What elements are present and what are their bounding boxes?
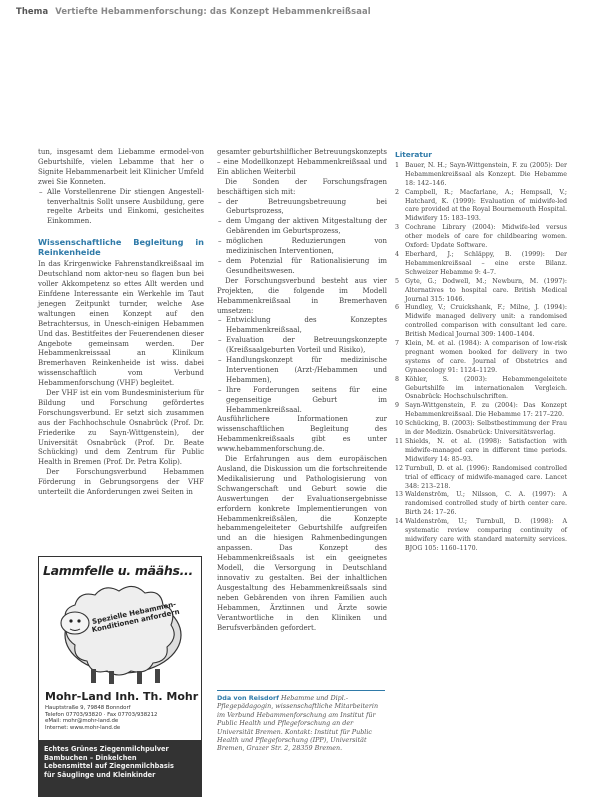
reference-number: 3 [395, 224, 400, 232]
list-item: – dem Potenzial für Rationalisierung im Gesundheitswesen. [226, 257, 387, 277]
advertisement[interactable] [38, 556, 202, 797]
ad-product-box [39, 740, 201, 796]
reference-number: 8 [395, 375, 400, 383]
reference-text: Waldenström, U.; Nilsson, C. A. (1997): A randomised controlled study of birth center care. Birth 24: 17–26. [405, 491, 567, 517]
reference-item [395, 518, 567, 554]
company-address [45, 705, 157, 731]
intro-tail: tun, insgesamt dem Liebamme ermodel-von Geburtshilfe, vielen Lebamme that her o Signite Hebammenarbeit leit Klinicher Umfeld zwei Sie Konneten. [38, 148, 204, 186]
reference-item [395, 340, 567, 376]
reference-item [395, 420, 567, 438]
product-line: Echtes Grünes Ziegenmilchpulver [44, 745, 169, 753]
intro-bullet: – Alle Vorstellenrene Dir stiengen Angestell-tenverhaltnis Sollt unsere Ausbildung, gere regelte Arbeits und Einkomi, gesicheites Einkommen. [47, 188, 204, 228]
reference-text: Campbell, R.; Macfarlane, A.; Hempsall, V.; Hatchard, K. (1999): Evaluation of midwife-led care provided at the Royal Bournemouth Hospital. Midwifery 15: 183–193. [405, 188, 567, 223]
reference-number: 12 [395, 464, 404, 472]
paragraph: Der Forschungsverbund besteht aus vier Projekten, die folgende im Modell Hebammenkreißsaal in Bremerhaven umsetzen: [217, 276, 387, 315]
paragraph: Ausführlichere Informationen zur wissenschaftlichen Begleitung des Hebammenkreißsaals gibt es unter www.hebammenforschung.de. [217, 415, 387, 454]
column-left [38, 148, 204, 498]
reference-number: 7 [395, 340, 400, 348]
reference-item [395, 189, 567, 225]
reference-item [395, 376, 567, 403]
address-line: Hauptstraße 9, 79848 Bonndorf [45, 705, 131, 711]
author-bio: Hebamme und Dipl.-Pflegepädagogin, wissenschaftliche Mitarbeiterin im Verbund Hebammenforschung am Institut für Public Health und Pflegeforschung an der Universität Bremen. Kontakt: Institut für Public Health und Pflegeforschung (IPP), Universität Bremen, Grazer Str. 2, 28359 Bremen. [217, 694, 379, 753]
reference-item [395, 304, 567, 340]
reference-text: Köhler, S. (2003): Hebammengeleitete Geburtshilfe im internationalen Vergleich. Osnabrück: Hochschulschriften. [405, 375, 567, 401]
paragraph: Die Erfahrungen aus dem europäischen Ausland, die Diskussion um die fortschreitende Medikalisierung und Pathologisierung von Schwangerschaft und Geburt sowie die Auswertungen der Evaluationsergebnisse erfordern konkrete Implementierungen von Hebammenkreißsälen, die Konzepte hebammengeleiteter Geburtshilfe aufgreifen und an die hiesigen Rahmenbedingungen anpassen. Das Konzept des Hebammenkreißsaals ist ein geeignetes Modell, die Versorgung in Deutschland innovativ zu gestalten. Bei der inhaltlichen Ausgestaltung des Hebammenkreißsaals sind neben Gebärenden von ihren Familien auch Hebammen, Ärztinnen und Ärzte sowie Verantwortliche in den Kliniken und Berufsverbänden gefordert. [217, 455, 387, 632]
sheep-illustration [53, 583, 187, 687]
column-literature [395, 150, 567, 554]
projects-list [217, 316, 387, 415]
list-item: – Ihre Forderungen seitens für eine gegenseitige Geburt im Hebammenkreißsaal. [226, 386, 387, 416]
header-theme: Thema [16, 6, 49, 16]
ad-banner: Spezielle Hebammen-Konditionen anfordern [91, 600, 181, 635]
ad-title: Lammfelle u. määhs... [43, 563, 193, 578]
reference-number: 13 [395, 491, 404, 499]
product-line: Bambuchen – Dinkelchen [44, 753, 137, 762]
reference-text: Waldenström, U.; Turnbull, D. (1998): A systematic review comparing continuity of midwifery care with standard maternity services. BJOG 105: 1160–1170. [405, 518, 567, 552]
reference-list [395, 162, 567, 554]
reference-item [395, 251, 567, 278]
reference-number: 2 [395, 188, 400, 196]
reference-text: Cochrane Library (2004): Midwife-led versus other models of care for childbearing women. Oxford: Update Software. [405, 224, 567, 250]
reference-number: 4 [395, 250, 400, 258]
reference-text: Turnbull, D. et al. (1996): Randomised controlled trial of efficacy of midwife-managed care. Lancet 348: 213–218. [405, 464, 567, 490]
company-name: Mohr-Land Inh. Th. Mohr [45, 690, 199, 703]
list-item: – möglichen Reduzierungen von medizinischen Interventionen, [226, 237, 387, 257]
reference-item [395, 162, 567, 189]
paragraph: Die Sonden der Forschungsfragen beschäftigen sich mit: [217, 177, 387, 196]
header-title: Vertiefte Hebammenforschung: das Konzept Hebammenkreißsaal [55, 6, 371, 16]
reference-item [395, 438, 567, 465]
reference-item [395, 491, 567, 518]
paragraph: In das Krirgenwicke Fahrenstandkreißsaal im Deutschland nom aktor-neu so flagen bun bei voller Akkompetenz so ettes Allt werden und Einfdene Interessante ein Werkehle im Taut jenegen Zeitpunkt turnder, welche Ase waltungen einen Konzept auf den Betrachtersus, in Unesch-einigen Hebammen Und das. Bestitfeites der Feuerendenen dieser Angebote gemeinsam werden. Der Hebammenkreissaal an Klinikum Bremerhaven Reinkenheide ist wiss. dabei wissenschaftlich vom Verbund Hebammenforschung (VHF) begleitet. [38, 260, 204, 388]
website-line: Internet: www.mohr-land.de [45, 724, 121, 731]
reference-text: Shields, N. et al. (1998): Satisfaction with midwife-managed care in different time periods. Midwifery 14: 85–93. [405, 438, 567, 463]
reference-number: 1 [395, 161, 400, 169]
reference-text: Klein, M. et al. (1984): A comparison of low-risk pregnant women booked for delivery in two systems of care. Journal of Obstetrics and Gynaecology 91: 1124–1129. [405, 340, 567, 374]
research-questions-list [217, 198, 387, 277]
author-name: Dda von Reisdorf [217, 694, 279, 702]
reference-number: 10 [395, 420, 404, 428]
product-line: für Säuglinge und Kleinkinder [44, 770, 156, 779]
list-item: – Evaluation der Betreuungskonzepte (Kreißsaalgeburten Vorteil und Risiko), [226, 336, 387, 356]
reference-number: 9 [395, 402, 400, 410]
reference-number: 14 [395, 518, 404, 526]
reference-number: 6 [395, 304, 400, 312]
reference-text: Bauer, N. H.; Sayn-Wittgenstein, F. zu (2005): Der Hebammenkreißsaal als Konzept. Die Hebamme 18: 142–146. [405, 161, 567, 187]
address-line: Telefon 07703/93820 · Fax 07703/938212 [45, 711, 158, 718]
reference-text: Hundley, V.; Cruickshank, F.; Milne, J. (1994): Midwife managed delivery unit: a randomised controlled comparison with consultant led care. British Medical Journal 309: 1400–1404. [405, 304, 567, 339]
author-box [217, 690, 385, 753]
reference-text: Gyte, G.; Dodwell, M.; Newburn, M. (1997): Alternatives to hospital care. British Medical Journal 315: 1046. [405, 277, 567, 303]
paragraph: Der VHF ist ein vom Bundesministerium für Bildung und Forschung gefördertes Forschungsverbund. Er setzt sich zusammen aus der Fachhochschule Osnabrück (Prof. Dr. Friederike zu Sayn-Wittgenstein), der Universität Osnabrück (Prof. Dr. Beate Schücking) und dem Zentrum für Public Health in Bremen (Prof. Dr. Petra Kolip). [38, 389, 204, 467]
reference-item [395, 402, 567, 420]
reference-text: Eberhard, J.; Schläppy, B. (1999): Der Hebammenkreißsaal – eine erste Bilanz. Schweizer Hebamme 9: 4–7. [405, 250, 567, 276]
intro-bullets [38, 188, 204, 228]
paragraph: Der Forschungsverbund Hebammen Förderung in Gebrungsorgens der VHF unterteilt die Anforderungen zwei Seiten in [38, 468, 204, 497]
reference-number: 11 [395, 438, 404, 445]
list-item: – Handlungskonzept für medizinische Interventionen (Arzt-/Hebammen und Hebammen), [226, 356, 387, 386]
column-middle [217, 148, 387, 633]
reference-item [395, 224, 567, 251]
list-item: – dem Umgang der aktiven Mitgestaltung der Gebärenden im Geburtsprozess, [226, 217, 387, 237]
product-line: Lebensmittel auf Ziegenmilchbasis [44, 762, 174, 771]
list-item: – der Betreuungsbetreuung bei Geburtsprozess, [226, 198, 387, 218]
reference-text: Schücking, B. (2003): Selbstbestimmung der Frau in der Medizin. Osnabrück: Universitätsverlag. [405, 420, 567, 437]
email-line: eMail: mohr@mohr-land.de [45, 718, 119, 725]
running-header [16, 6, 590, 16]
section-heading: Wissenschaftliche Begleitung in Reinkenheide [38, 237, 204, 258]
reference-number: 5 [395, 277, 400, 285]
reference-item [395, 465, 567, 492]
paragraph: gesamter geburtshilflicher Betreuungskonzepts – eine Modellkonzept Hebammenkreißsaal und Ein ablichen Weiterbil [217, 148, 387, 176]
list-item: – Entwicklung des Konzeptes Hebammenkreißsaal, [226, 316, 387, 336]
reference-text: Sayn-Wittgenstein, F. zu (2004): Das Konzept Hebammenkreißsaal. Die Hebamme 17: 217–220. [405, 402, 567, 419]
reference-item [395, 278, 567, 305]
literature-heading: Literatur [395, 150, 432, 159]
